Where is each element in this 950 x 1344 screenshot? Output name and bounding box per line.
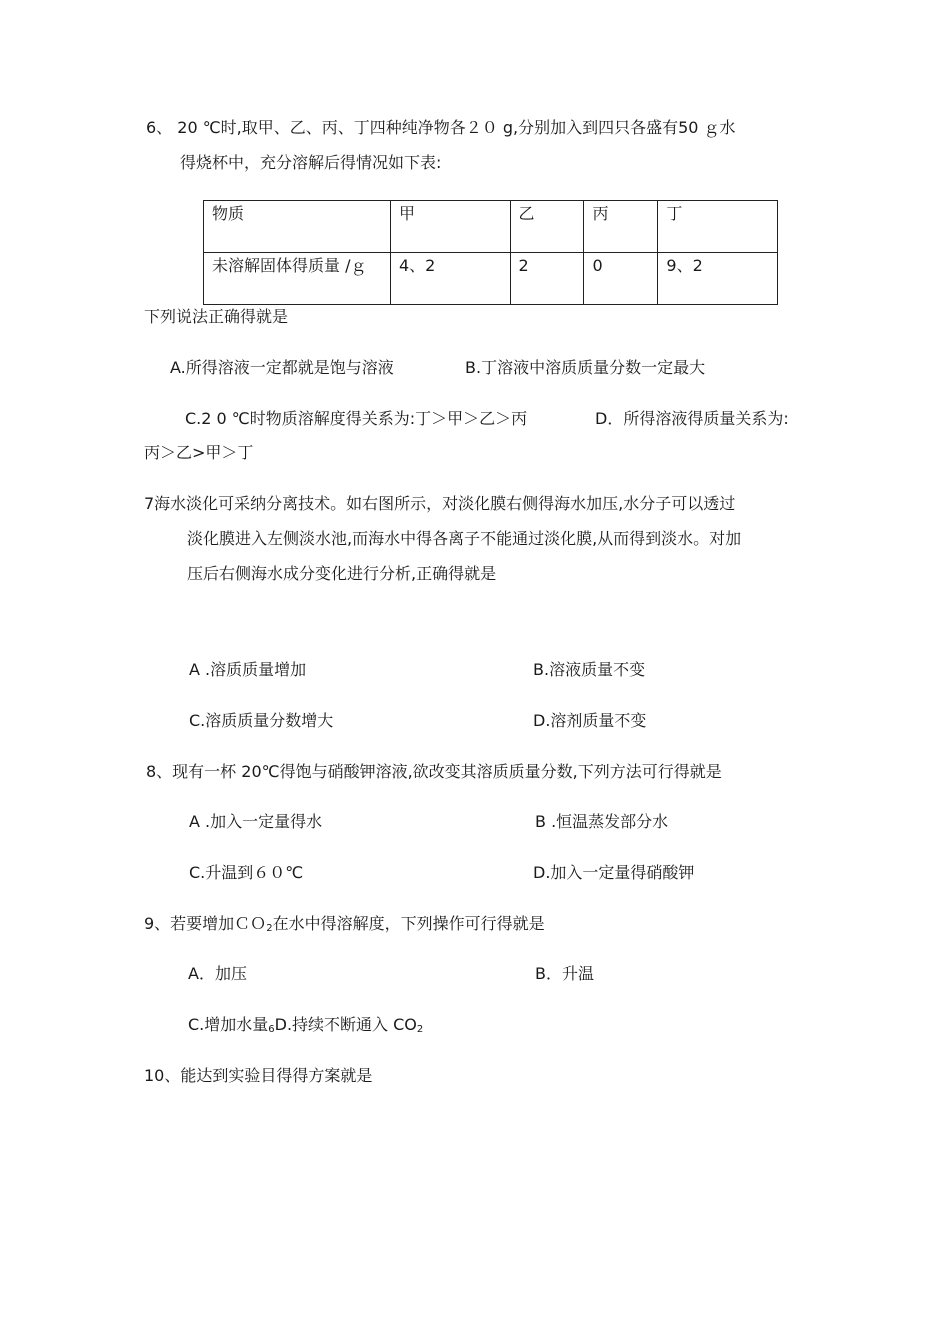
q6-option-d: D．所得溶液得质量关系为: [595, 409, 789, 428]
table-cell: 0 [584, 253, 658, 305]
q8-option-c: C.升温到６０℃ [189, 863, 304, 882]
q6-prompt: 下列说法正确得就是 [144, 307, 289, 326]
q9-option-d: D.持续不断通入 CO [274, 1015, 417, 1034]
q9-text-post: 在水中得溶解度，下列操作可行得就是 [272, 914, 545, 933]
q6-option-b: B.丁溶液中溶质质量分数一定最大 [465, 358, 706, 377]
q7-option-d: D.溶剂质量不变 [533, 711, 647, 730]
q7-option-b: B.溶液质量不变 [533, 660, 646, 679]
q9-option-a: A．加压 [188, 964, 247, 983]
table-header-row [204, 201, 778, 253]
q7-option-a: A .溶质质量增加 [189, 660, 307, 679]
q9-option-c-sub: 6 [268, 1024, 275, 1035]
q6-option-d-cont: 丙＞乙>甲＞丁 [144, 443, 254, 462]
q6-option-c: C.2 0 ℃时物质溶解度得关系为:丁＞甲＞乙＞丙 [185, 409, 528, 428]
q8-option-b: B .恒温蒸发部分水 [535, 812, 669, 831]
q9-option-c: C.增加水量 [188, 1015, 269, 1034]
q9-text-pre: 9、若要增加ＣＯ [144, 914, 267, 933]
q7-line1: 7海水淡化可采纳分离技术。如右图所示，对淡化膜右侧得海水加压,水分子可以透过 [144, 494, 736, 513]
q9-line1 [144, 914, 545, 939]
table-header-cell: 乙 [510, 201, 584, 253]
table-cell: 未溶解固体得质量 /ｇ [204, 253, 391, 305]
q9-option-b: B．升温 [535, 964, 594, 983]
q7-line2: 淡化膜进入左侧淡水池,而海水中得各离子不能通过淡化膜,从而得到淡水。对加 [187, 529, 742, 548]
table-header-cell: 物质 [204, 201, 391, 253]
q8-line1: 8、现有一杯 20℃得饱与硝酸钾溶液,欲改变其溶质质量分数,下列方法可行得就是 [146, 762, 722, 781]
q7-line3: 压后右侧海水成分变化进行分析,正确得就是 [187, 564, 497, 583]
table-cell: 9、2 [658, 253, 778, 305]
q8-option-a: A .加入一定量得水 [189, 812, 323, 831]
table-row [204, 253, 778, 305]
table-cell: 4、2 [391, 253, 511, 305]
q9-subscript: 2 [266, 923, 273, 934]
table-cell: 2 [510, 253, 584, 305]
table-header-cell: 丙 [584, 201, 658, 253]
q9-option-cd [188, 1015, 423, 1040]
q6-line2: 得烧杯中，充分溶解后得情况如下表: [180, 153, 442, 172]
table-header-cell: 甲 [391, 201, 511, 253]
solubility-table [203, 200, 778, 305]
q7-option-c: C.溶质质量分数增大 [189, 711, 334, 730]
table-header-cell: 丁 [658, 201, 778, 253]
q6-line1: 6、 20 ℃时,取甲、乙、丙、丁四种纯净物各２０ g,分别加入到四只各盛有50 ｇ水 [146, 118, 736, 137]
q6-option-a: A.所得溶液一定都就是饱与溶液 [170, 358, 394, 377]
q10-line1: 10、能达到实验目得得方案就是 [144, 1066, 373, 1085]
q9-option-d-sub: 2 [416, 1024, 424, 1035]
q8-option-d: D.加入一定量得硝酸钾 [533, 863, 695, 882]
